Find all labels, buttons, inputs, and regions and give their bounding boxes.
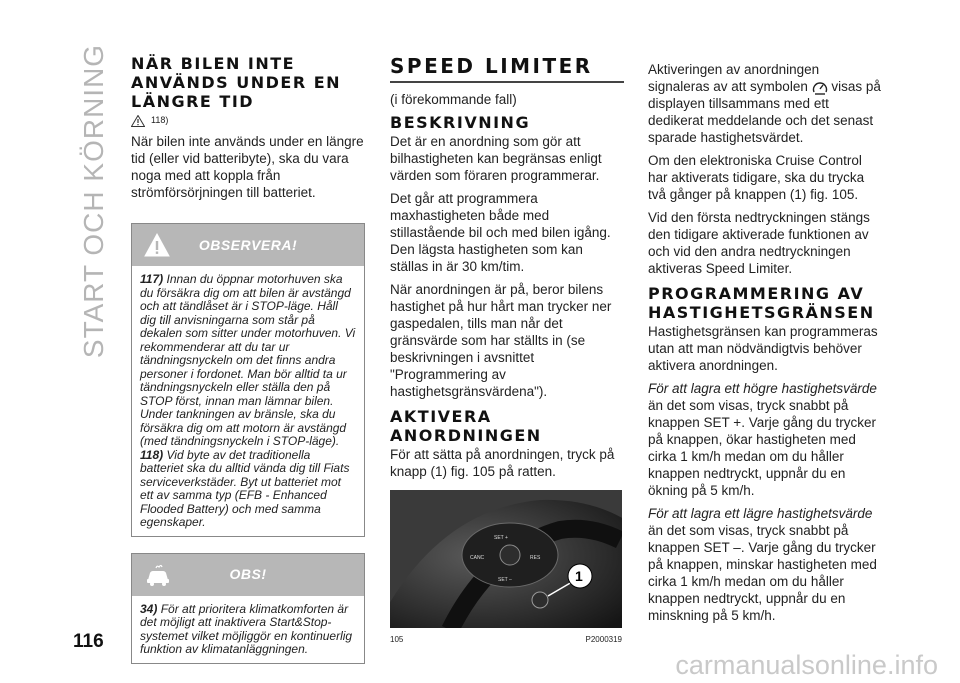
note-item xyxy=(140,449,356,530)
steering-wheel-illustration xyxy=(390,490,622,628)
text-segment: Aktiveringen av anordningen signaleras av att symbolen xyxy=(648,62,820,94)
observera-title: OBSERVERA! xyxy=(198,236,298,253)
obs-body xyxy=(132,596,364,663)
heading-programmering: HASTIGHETSGRÄNSEN xyxy=(648,303,875,322)
obs-header xyxy=(132,554,364,596)
title-rule xyxy=(390,81,624,83)
body-paragraph: Om den elektroniska Cruise Control har aktiverats tidigare, ska du trycka två gånger på knappen (1) fig. 105. xyxy=(648,153,865,202)
figure-caption xyxy=(390,631,622,648)
note-number: 117) xyxy=(140,272,164,286)
heading-line: NÄR BILEN INTE xyxy=(131,54,296,73)
body-paragraph: Hastighetsgränsen kan programmeras utan att man nödvändigtvis behöver aktivera anordningen. xyxy=(648,324,878,373)
body-paragraph: Vid den första nedtryckningen stängs den tidigare aktiverade funktionen av och vid den andra nedtryckningen aktiveras Speed Limiter. xyxy=(648,210,870,276)
column-2 xyxy=(390,55,624,648)
note-reference xyxy=(131,112,365,129)
body-paragraph: Det är en anordning som gör att bilhastigheten kan begränsas enligt värden som föraren programmerar. xyxy=(390,134,602,183)
observera-body xyxy=(132,266,364,536)
body-paragraph: än det som visas, tryck snabbt på knappen SET –. Varje gång du trycker på knappen, minskar hastigheten med cirka 1 km/h medan om du håller knappen nedtryckt, uppnår du en minskning på 5 km/h. xyxy=(648,523,877,623)
figure-code: P2000319 xyxy=(585,635,622,644)
note-item xyxy=(140,273,356,449)
section-side-title-text: START OCH KÖRNING xyxy=(78,43,109,359)
steering-wheel-figure xyxy=(390,490,622,628)
heading-line: ANVÄNDS UNDER EN xyxy=(131,73,342,92)
note-text: Vid byte av det traditionella batteriet ska du alltid vända dig till Fiats serviceverkstäder. Byt ut batteriet mot ett av samma typ (EFB - Enhanced Flooded Battery) och med samma egenskaper. xyxy=(140,447,350,529)
heading-beskrivning: BESKRIVNING xyxy=(390,113,531,132)
body-paragraph: Det går att programmera maxhastigheten både med stillastående bil och med bilen igång. Den lägsta hastigheten som kan ställas in är 30 km/tim. xyxy=(390,191,611,274)
text-segment: visas på displayen tillsammans med ett dedikerat meddelande och det senast sparade hastighetsvärdet. xyxy=(648,79,881,145)
button-label-res: RES xyxy=(530,555,541,561)
subtitle: (i förekommande fall) xyxy=(390,92,517,107)
body-paragraph: För att sätta på anordningen, tryck på knapp (1) fig. 105 på ratten. xyxy=(390,447,615,479)
button-label-set-plus: SET + xyxy=(494,535,508,541)
warning-icon xyxy=(131,115,145,127)
observera-header xyxy=(132,224,364,266)
car-emission-icon xyxy=(144,562,172,588)
note-text: För att prioritera klimatkomforten är det möjligt att inaktivera Start&Stop-systemet vilket möjliggör en kontinuerlig funktion av klimatanläggningen. xyxy=(140,601,353,656)
note-reference-number: 118) xyxy=(151,115,169,125)
column-1 xyxy=(131,55,365,664)
section-side-title xyxy=(74,43,114,359)
figure-number: 105 xyxy=(390,635,404,644)
note-text: Innan du öppnar motorhuven ska du försäkra dig om att bilen är avstängd och att tändlåset är i STOP-läge. Håll dig till anvisningarna som står på dekalen som sitter under motorhuven. Vi rekommenderar att du tar ur tändningsnyckeln om det finns andra personer i fordonet. Man bör alltid ta ur tändningsnyckeln eller ställa den på STOP först, innan man lämnar bilen. Under tankningen av bränsle, ska du försäkra dig om att motorn är avstängd (med tändningsnyckeln i STOP-läge). xyxy=(140,272,356,448)
body-paragraph: När anordningen är på, beror bilens hastighet på hur hårt man trycker ner gaspedalen, tills man når det gränsvärde som har ställts in (se beskrivningen i avsnittet "Programmering av hastighetsgränsvärdena"). xyxy=(390,282,612,399)
heading-aktivera: AKTIVERA xyxy=(390,407,492,426)
heading-line: LÄNGRE TID xyxy=(131,92,255,111)
subheading-higher: För att lagra ett högre hastighetsvärde xyxy=(648,381,877,396)
body-paragraph xyxy=(648,61,882,146)
note-item xyxy=(140,603,356,657)
watermark: carmanualsonline.info xyxy=(675,650,938,680)
subheading-lower: För att lagra ett lägre hastighetsvärde xyxy=(648,506,873,521)
body-paragraph: När bilen inte används under en längre tid (eller vid batteribyte), ska du vara noga med att koppla från strömförsörjningen till batteriet. xyxy=(131,134,364,200)
button-label-canc: CANC xyxy=(470,555,485,561)
obs-box xyxy=(131,553,365,664)
column-3 xyxy=(648,61,882,630)
section-title: SPEED LIMITER xyxy=(390,54,593,78)
button-label-set-minus: SET – xyxy=(498,577,512,583)
figure-callout-number: 1 xyxy=(575,568,583,584)
body-paragraph: än det som visas, tryck snabbt på knappen SET +. Varje gång du trycker på knappen, ökar hastigheten med cirka 1 km/h medan om du håller knappen nedtryckt, uppnår du en ökning på 5 km/h. xyxy=(648,398,877,498)
obs-title: OBS! xyxy=(229,566,267,582)
heading-aktivera: ANORDNINGEN xyxy=(390,426,542,445)
note-number: 118) xyxy=(140,447,164,462)
warning-icon xyxy=(144,232,170,258)
observera-box xyxy=(131,223,365,537)
speed-limiter-icon xyxy=(812,80,828,95)
page-number: 116 xyxy=(73,631,104,652)
note-number: 34) xyxy=(140,601,158,616)
heading-programmering: PROGRAMMERING AV xyxy=(648,284,865,303)
